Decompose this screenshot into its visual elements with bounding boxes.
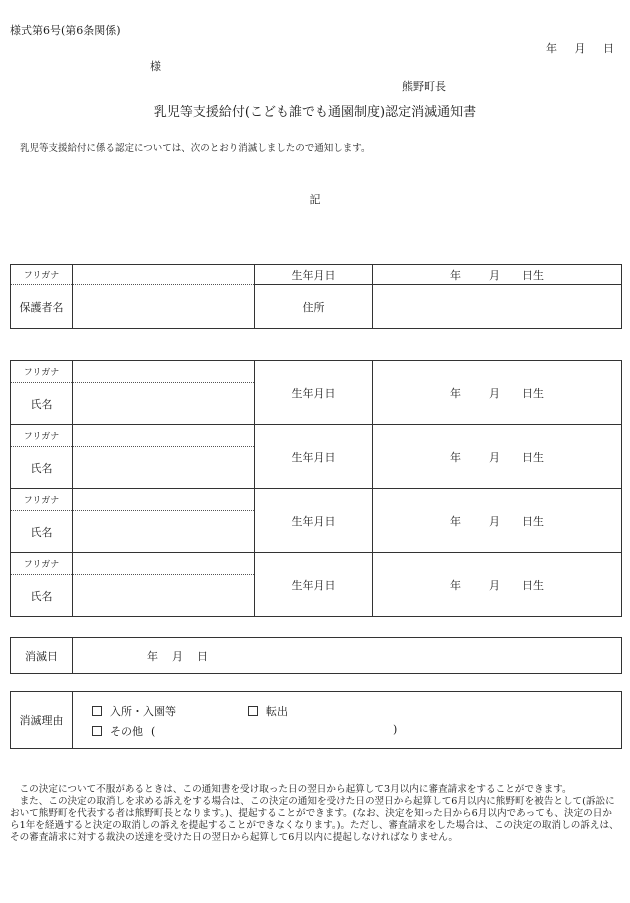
child-dob-month: 月	[489, 450, 500, 464]
guardian-address-label: 住所	[255, 285, 373, 329]
children-table	[10, 360, 622, 617]
child-dob-month: 月	[489, 514, 500, 528]
child-furigana-label: フリガナ	[11, 425, 73, 447]
reason-option-admission[interactable]	[92, 703, 176, 719]
child-dob-day: 日生	[522, 450, 544, 464]
reason-option-other-label: その他	[110, 725, 143, 738]
child-name-label: 氏名	[11, 383, 73, 425]
reason-option-moveout-label: 転出	[266, 705, 288, 718]
ki-heading: 記	[309, 193, 321, 206]
issuer-name: 熊野町長	[402, 80, 446, 93]
guardian-table	[10, 264, 622, 329]
child-dob-label: 生年月日	[255, 553, 373, 617]
child-furigana-field[interactable]	[73, 489, 255, 511]
child-dob-label: 生年月日	[255, 425, 373, 489]
issue-date	[532, 40, 614, 56]
date-month-label: 月	[574, 42, 586, 55]
checkbox-admission[interactable]	[92, 706, 102, 716]
extinction-year: 年	[147, 649, 158, 663]
child-furigana-field[interactable]	[73, 425, 255, 447]
guardian-address-field[interactable]	[373, 285, 622, 329]
child-dob-field[interactable]	[373, 553, 622, 617]
other-paren-close: )	[393, 723, 398, 736]
child-furigana-label: フリガナ	[11, 553, 73, 575]
child-furigana-label: フリガナ	[11, 489, 73, 511]
child-furigana-label: フリガナ	[11, 361, 73, 383]
date-day-label: 日	[603, 42, 614, 55]
reason-option-moveout[interactable]	[248, 703, 288, 719]
child-dob-year: 年	[450, 386, 461, 400]
guardian-dob-day: 日生	[522, 268, 544, 282]
child-dob-day: 日生	[522, 514, 544, 528]
child-name-field[interactable]	[73, 383, 255, 425]
guardian-dob-field[interactable]	[373, 265, 622, 285]
other-paren-open: (	[151, 725, 156, 738]
extinction-reason-table	[10, 691, 622, 749]
extinction-reason-label: 消滅理由	[11, 692, 73, 749]
guardian-name-field[interactable]	[73, 285, 255, 329]
intro-text: 乳児等支援給付に係る認定については、次のとおり消滅しましたので通知します。	[20, 143, 371, 154]
child-dob-year: 年	[450, 578, 461, 592]
child-name-field[interactable]	[73, 447, 255, 489]
date-year-label: 年	[546, 42, 557, 55]
checkbox-other[interactable]	[92, 726, 102, 736]
guardian-dob-month: 月	[489, 268, 500, 282]
appeal-note-paragraph: また、この決定の取消しを求める訴えをする場合は、この決定の通知を受けた日の翌日から起算して6月以内に熊野町を被告として(訴訟において熊野町を代表する者は熊野町長となります。)、提起することができます。(なお、決定を知った日から6月以内であっても、決定の日から1年を経過すると決定の取消しの訴えを提起することができなくなります。)。ただし、審査請求をした場合は、この決定の取消しの訴えは、その審査請求に対する裁決の送達を受けた日の翌日から起算して6月以内に提起しなければなりません。	[10, 796, 619, 843]
reason-option-other[interactable]	[92, 723, 155, 739]
guardian-name-label: 保護者名	[11, 285, 73, 329]
child-dob-year: 年	[450, 514, 461, 528]
child-dob-label: 生年月日	[255, 361, 373, 425]
guardian-dob-label: 生年月日	[255, 265, 373, 285]
guardian-furigana-field[interactable]	[73, 265, 255, 285]
child-dob-month: 月	[489, 578, 500, 592]
appeal-notes	[10, 784, 621, 844]
document-title: 乳児等支援給付(こども誰でも通園制度)認定消滅通知書	[153, 105, 477, 120]
child-dob-label: 生年月日	[255, 489, 373, 553]
extinction-month: 月	[172, 649, 183, 663]
reason-option-admission-label: 入所・入園等	[110, 705, 176, 718]
child-name-field[interactable]	[73, 511, 255, 553]
child-dob-year: 年	[450, 450, 461, 464]
extinction-reason-options	[73, 692, 622, 749]
child-furigana-field[interactable]	[73, 361, 255, 383]
guardian-dob-year: 年	[450, 268, 461, 282]
extinction-date-label: 消滅日	[11, 638, 73, 674]
form-number: 様式第6号(第6条関係)	[10, 24, 121, 37]
checkbox-moveout[interactable]	[248, 706, 258, 716]
extinction-date-table	[10, 637, 622, 674]
appeal-note-paragraph: この決定について不服があるときは、この通知書を受け取った日の翌日から起算して3月以内に審査請求をすることができます。	[19, 784, 572, 795]
child-name-field[interactable]	[73, 575, 255, 617]
guardian-furigana-label: フリガナ	[11, 265, 73, 285]
child-name-label: 氏名	[11, 447, 73, 489]
child-dob-field[interactable]	[373, 361, 622, 425]
child-dob-day: 日生	[522, 578, 544, 592]
child-name-label: 氏名	[11, 575, 73, 617]
extinction-date-field[interactable]	[73, 638, 622, 674]
child-1-furigana-row	[11, 361, 622, 383]
child-dob-day: 日生	[522, 386, 544, 400]
child-dob-field[interactable]	[373, 489, 622, 553]
child-dob-field[interactable]	[373, 425, 622, 489]
child-dob-month: 月	[489, 386, 500, 400]
extinction-day: 日	[197, 649, 208, 663]
child-furigana-field[interactable]	[73, 553, 255, 575]
recipient-suffix: 様	[150, 60, 161, 73]
child-name-label: 氏名	[11, 511, 73, 553]
